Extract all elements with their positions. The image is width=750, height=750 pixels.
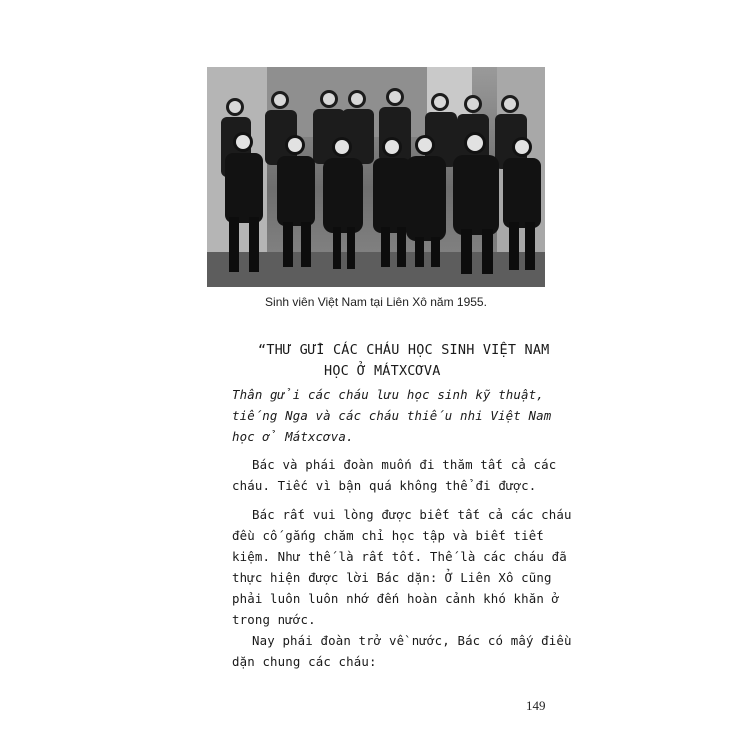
letter-title-line1: “THƯ GỬI CÁC CHÁU HỌC SINH VIỆT NAM (258, 342, 550, 358)
group-photo-image (207, 67, 545, 287)
paragraph-2 (232, 504, 577, 630)
page-number: 149 (526, 698, 546, 713)
letter-salutation (232, 384, 577, 447)
paragraph-3-text: Nay phái đoàn trở về nước, Bác có mấy điều dặn chung các cháu: (232, 633, 572, 669)
letter-title-line2: HỌC Ở MÁTXCƠVA (324, 363, 441, 379)
paragraph-3 (232, 630, 577, 672)
paragraph-2-text: Bác rất vui lòng được biết tất cả các cháu đều cố gắng chăm chỉ học tập và biết tiết kiệm. Như thế là rất tốt. Thế là các cháu đã thực hiện được lời Bác dặn: Ở Liên Xô cũng phải luôn luôn nhớ đến hoàn cảnh khó khăn ở trong nước. (232, 507, 572, 627)
group-photo (207, 67, 545, 287)
paragraph-1-text: Bác và phái đoàn muốn đi thăm tất cả các cháu. Tiếc vì bận quá không thể đi được. (232, 457, 557, 493)
paragraph-1 (232, 454, 577, 496)
letter-title (258, 340, 578, 382)
letter-salutation-text: Thân gửi các cháu lưu học sinh kỹ thuật, tiếng Nga và các cháu thiếu nhi Việt Nam học ở Mátxcơva. (232, 387, 552, 444)
photo-caption: Sinh viên Việt Nam tại Liên Xô năm 1955. (265, 295, 487, 309)
